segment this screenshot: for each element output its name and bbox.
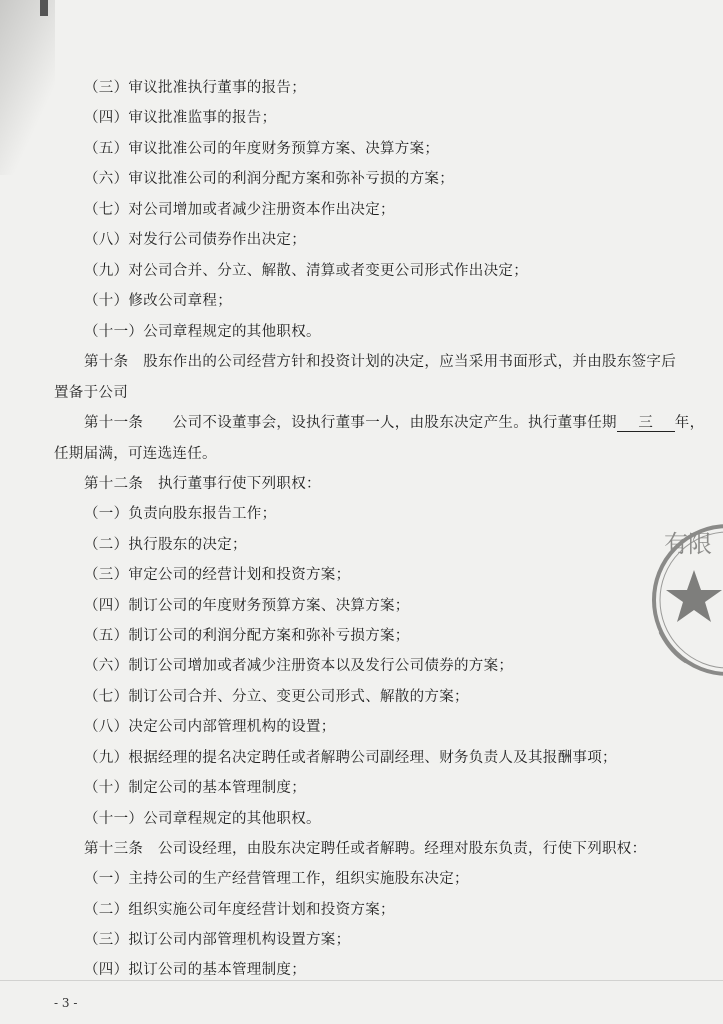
list-item: （六）审议批准公司的利润分配方案和弥补亏损的方案； xyxy=(84,171,454,187)
company-seal-stamp xyxy=(648,520,723,680)
list-item: （十一）公司章程规定的其他职权。 xyxy=(84,324,321,340)
list-item: （五）制订公司的利润分配方案和弥补亏损方案； xyxy=(84,628,410,644)
list-item: （三）审定公司的经营计划和投资方案； xyxy=(84,567,351,583)
article-11-unit: 年， xyxy=(674,415,705,431)
list-item: （四）审议批准监事的报告； xyxy=(84,110,277,126)
list-item: （六）制订公司增加或者减少注册资本以及发行公司债券的方案； xyxy=(84,658,514,674)
list-item: （一）主持公司的生产经营管理工作，组织实施股东决定； xyxy=(84,871,469,887)
list-item: （九）对公司合并、分立、解散、清算或者变更公司形式作出决定； xyxy=(84,263,528,279)
list-item: （十一）公司章程规定的其他职权。 xyxy=(84,811,321,827)
article-13-heading: 第十三条 公司设经理，由股东决定聘任或者解聘。经理对股东负责，行使下列职权： xyxy=(84,841,647,857)
list-item: （七）对公司增加或者减少注册资本作出决定； xyxy=(84,202,395,218)
list-item: （八）对发行公司债券作出决定； xyxy=(84,232,306,248)
list-item: （三）拟订公司内部管理机构设置方案； xyxy=(84,932,351,948)
scan-edge-mark xyxy=(40,0,48,16)
list-item: （九）根据经理的提名决定聘任或者解聘公司副经理、财务负责人及其报酬事项； xyxy=(84,750,617,766)
page-number: - 3 - xyxy=(54,996,78,1010)
list-item: （七）制订公司合并、分立、变更公司形式、解散的方案； xyxy=(84,689,469,705)
term-years-blank: 三 xyxy=(617,415,675,432)
article-11-line-2: 任期届满，可连选连任。 xyxy=(54,446,217,462)
footer-divider xyxy=(0,980,723,981)
list-item: （三）审议批准执行董事的报告； xyxy=(84,80,306,96)
article-11-text: 第十一条 公司不设董事会，设执行董事一人，由股东决定产生。执行董事任期 xyxy=(84,415,617,431)
seal-star-icon xyxy=(666,570,722,622)
scan-shadow xyxy=(0,0,55,175)
list-item: （四）拟订公司的基本管理制度； xyxy=(84,962,306,978)
list-item: （二）执行股东的决定； xyxy=(84,537,247,553)
list-item: （十）制定公司的基本管理制度； xyxy=(84,780,306,796)
list-item: （二）组织实施公司年度经营计划和投资方案； xyxy=(84,902,395,918)
list-item: （一）负责向股东报告工作； xyxy=(84,506,277,522)
article-10-line-2: 置备于公司 xyxy=(54,385,128,401)
list-item: （四）制订公司的年度财务预算方案、决算方案； xyxy=(84,598,410,614)
article-11-line-1 xyxy=(84,413,704,433)
list-item: （五）审议批准公司的年度财务预算方案、决算方案； xyxy=(84,141,440,157)
list-item: （十）修改公司章程； xyxy=(84,293,232,309)
article-10-line-1: 第十条 股东作出的公司经营方针和投资计划的决定，应当采用书面形式，并由股东签字后 xyxy=(84,354,676,370)
article-12-heading: 第十二条 执行董事行使下列职权： xyxy=(84,476,321,492)
list-item: （八）决定公司内部管理机构的设置； xyxy=(84,719,336,735)
seal-text: 有限 xyxy=(664,530,712,558)
